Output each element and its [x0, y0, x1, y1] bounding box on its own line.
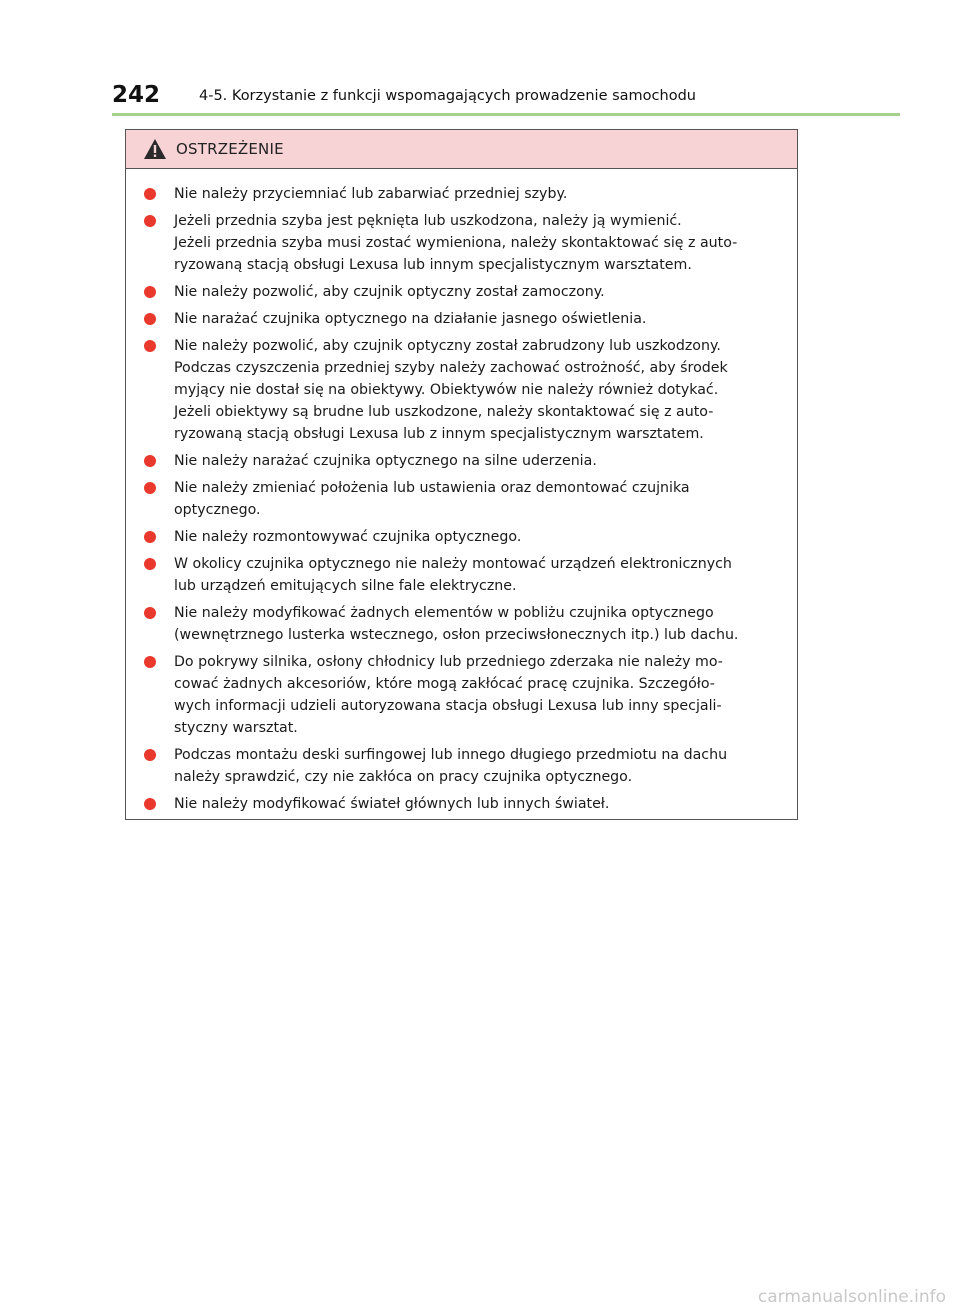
warning-item-text: Do pokrywy silnika, osłony chłodnicy lub przedniego zderzaka nie należy mo- cować żadnych akcesoriów, które mogą zakłócać pracę czujnika. Szczegóło- wych informacji udzieli autoryzowana stacja obsługi Lexusa lub inny specjali- styczny warsztat.	[174, 654, 723, 736]
warning-item	[144, 308, 782, 330]
warning-item	[144, 335, 782, 445]
warning-item-text: Nie należy przyciemniać lub zabarwiać przedniej szyby.	[174, 186, 568, 202]
warning-item	[144, 526, 782, 548]
bullet-icon	[144, 531, 156, 543]
bullet-icon	[144, 188, 156, 200]
bullet-icon	[144, 749, 156, 761]
page-number: 242	[112, 82, 161, 108]
bullet-icon	[144, 798, 156, 810]
warning-item	[144, 602, 782, 646]
warning-title: OSTRZEŻENIE	[176, 140, 284, 158]
bullet-icon	[144, 455, 156, 467]
bullet-icon	[144, 340, 156, 352]
warning-item	[144, 183, 782, 205]
bullet-icon	[144, 313, 156, 325]
warning-item-text: Nie należy pozwolić, aby czujnik optyczny został zabrudzony lub uszkodzony. Podczas czyszczenia przedniej szyby należy zachować ostrożność, aby środek myjący nie dostał się na obiektywy. Obiektywów nie należy również dotykać. Jeżeli obiektywy są brudne lub uszkodzone, należy skontaktować się z auto- ryzowaną stacją obsługi Lexusa lub z innym specjalistycznym warsztatem.	[174, 338, 728, 442]
warning-item-text: Jeżeli przednia szyba jest pęknięta lub uszkodzona, należy ją wymienić. Jeżeli przednia szyba musi zostać wymieniona, należy skontaktować się z auto- ryzowaną stacją obsługi Lexusa lub innym specjalistycznym warsztatem.	[174, 213, 738, 273]
warning-item	[144, 477, 782, 521]
footer-watermark: carmanualsonline.info	[757, 1287, 946, 1307]
warning-item-text: Nie należy narażać czujnika optycznego na silne uderzenia.	[174, 453, 597, 469]
bullet-icon	[144, 482, 156, 494]
warning-item-text: Nie należy zmieniać położenia lub ustawienia oraz demontować czujnika optycznego.	[174, 480, 690, 518]
bullet-icon	[144, 558, 156, 570]
warning-triangle-icon	[143, 138, 167, 160]
warning-item	[144, 210, 782, 276]
section-title: 4-5. Korzystanie z funkcji wspomagających prowadzenie samochodu	[199, 88, 696, 104]
warning-item	[144, 281, 782, 303]
warning-item-text: W okolicy czujnika optycznego nie należy montować urządzeń elektronicznych lub urządzeń emitujących silne fale elektryczne.	[174, 556, 732, 594]
warning-item	[144, 744, 782, 788]
warning-item-text: Nie należy pozwolić, aby czujnik optyczny został zamoczony.	[174, 284, 605, 300]
bullet-icon	[144, 607, 156, 619]
warning-item-text: Nie należy modyfikować świateł głównych lub innych świateł.	[174, 796, 610, 812]
bullet-icon	[144, 656, 156, 668]
warning-item-text: Podczas montażu deski surfingowej lub innego długiego przedmiotu na dachu należy sprawdzić, czy nie zakłóca on pracy czujnika optycznego.	[174, 747, 728, 785]
bullet-icon	[144, 286, 156, 298]
warning-item-text: Nie należy modyfikować żadnych elementów w pobliżu czujnika optycznego (wewnętrznego lusterka wstecznego, osłon przeciwsłonecznych itp.) lub dachu.	[174, 605, 739, 643]
warning-box	[125, 129, 798, 820]
warning-header	[126, 130, 797, 169]
warning-item	[144, 793, 782, 815]
header-rule	[112, 113, 900, 116]
warning-item	[144, 450, 782, 472]
bullet-icon	[144, 215, 156, 227]
warning-list	[126, 169, 797, 815]
warning-item-text: Nie należy rozmontowywać czujnika optycznego.	[174, 529, 522, 545]
warning-item-text: Nie narażać czujnika optycznego na działanie jasnego oświetlenia.	[174, 311, 647, 327]
page-header	[112, 80, 900, 110]
warning-item	[144, 553, 782, 597]
warning-item	[144, 651, 782, 739]
